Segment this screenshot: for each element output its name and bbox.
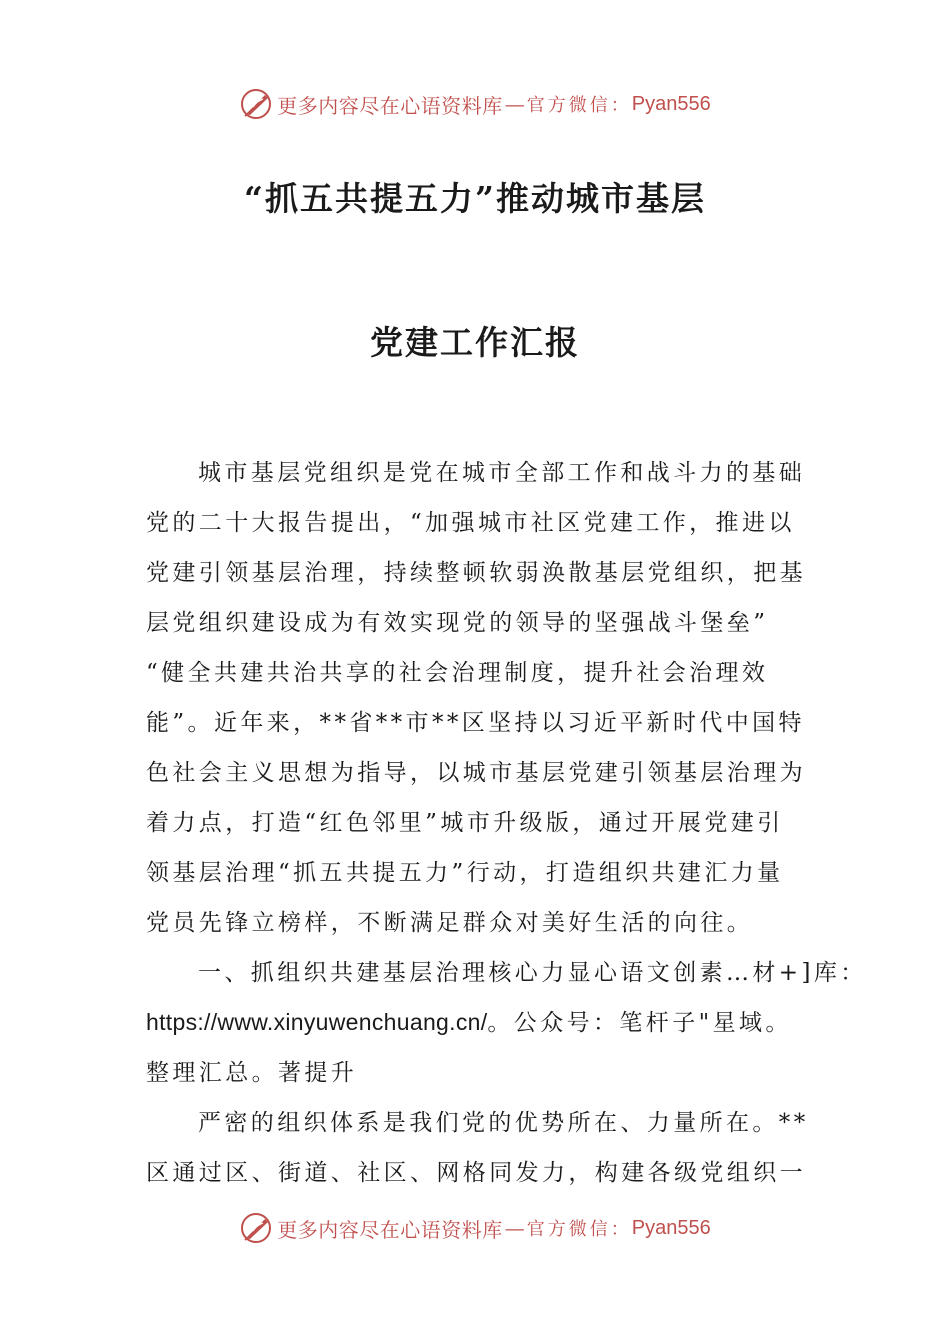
- body-line: 着力点，打造“红色邻里”城市升级版，通过开展党建引: [146, 810, 784, 836]
- body-line: 层党组织建设成为有效实现党的领导的坚强战斗堡垒”: [146, 610, 769, 636]
- banner-wechat-label: 官方微信：: [526, 1219, 632, 1240]
- banner-wechat-label: 官方微信：: [526, 95, 632, 116]
- banner-text: 更多内容尽在心语资料库: [277, 1217, 503, 1242]
- section-heading-line: 一、抓组织共建基层治理核心力显心语文创素…材+]库：: [198, 960, 867, 986]
- body-line-suffix: 。公众号：笔杆子"星域。: [487, 1010, 792, 1036]
- quill-logo-icon: [239, 87, 273, 121]
- body-line: 能”。近年来，**省**市**区坚持以习近平新时代中国特: [146, 710, 805, 736]
- source-link[interactable]: https://www.xinyuwenchuang.cn/: [146, 1009, 488, 1035]
- document-title-line1: “抓五共提五力”推动城市基层: [244, 179, 706, 218]
- body-line-url: [146, 1004, 816, 1037]
- body-line: 整理汇总。著提升: [146, 1060, 358, 1086]
- footer-watermark-banner: [0, 1208, 950, 1248]
- banner-dash: —: [504, 1216, 525, 1240]
- banner-text: 更多内容尽在心语资料库: [277, 93, 503, 118]
- body-line: 党的二十大报告提出，“加强城市社区党建工作，推进以: [146, 510, 795, 536]
- body-line: 区通过区、街道、社区、网格同发力，构建各级党组织一: [146, 1160, 806, 1186]
- body-line: 党建引领基层治理，持续整顿软弱涣散基层党组织，把基: [146, 560, 806, 586]
- banner-wechat-id: Pyan556: [631, 92, 711, 115]
- body-line: 色社会主义思想为指导，以城市基层党建引领基层治理为: [146, 760, 806, 786]
- document-title-line2: 党建工作汇报: [370, 323, 580, 362]
- body-line: 党员先锋立榜样，不断满足群众对美好生活的向往。: [146, 910, 754, 936]
- body-line: “健全共建共治共享的社会治理制度，提升社会治理效: [146, 660, 769, 686]
- banner-dash: —: [504, 92, 525, 116]
- body-line: 城市基层党组织是党在城市全部工作和战斗力的基础: [198, 460, 806, 486]
- body-line: 严密的组织体系是我们党的优势所在、力量所在。**: [198, 1110, 809, 1136]
- banner-wechat-id: Pyan556: [631, 1216, 711, 1239]
- header-watermark-banner: [0, 84, 950, 124]
- body-line: 领基层治理“抓五共提五力”行动，打造组织共建汇力量: [146, 860, 784, 886]
- quill-logo-icon: [239, 1211, 273, 1245]
